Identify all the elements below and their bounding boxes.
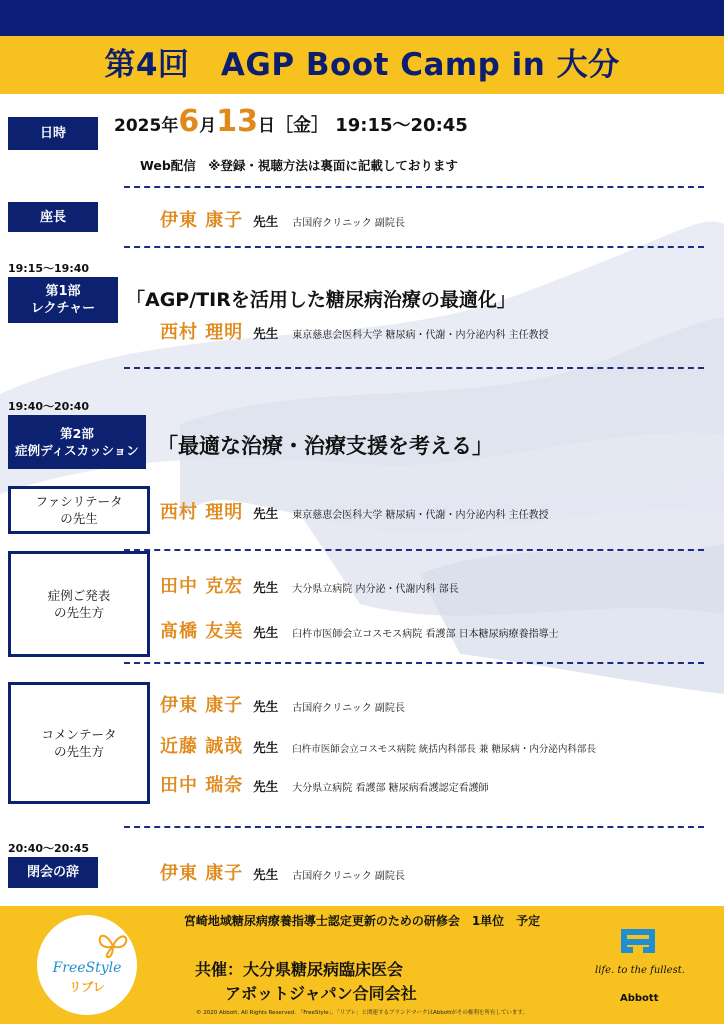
date-month: 6 <box>178 104 200 139</box>
honorific: 先生 <box>253 326 279 341</box>
facilitator-row <box>160 498 549 524</box>
freestyle-logo-sub: リブレ <box>69 980 105 994</box>
divider <box>124 186 704 188</box>
part2-label-line1: 第2部 <box>60 426 94 441</box>
butterfly-icon <box>96 930 130 960</box>
person-name: 近藤 誠哉 <box>160 736 244 757</box>
person-name: 伊東 康子 <box>160 210 244 231</box>
closing-row <box>160 859 405 885</box>
presenters-label-line1: 症例ご発表 <box>47 588 111 603</box>
presenter-row <box>160 572 459 598</box>
facilitator-label-line2: の先生 <box>60 511 98 526</box>
honorific: 先生 <box>253 580 279 595</box>
divider <box>124 549 704 551</box>
honorific: 先生 <box>253 867 279 882</box>
abbott-logo-icon <box>617 925 659 957</box>
credit-note: 宮崎地域糖尿病療養指導士認定更新のための研修会 1単位 予定 <box>183 914 541 928</box>
part1-time: 19:15～19:40 <box>8 262 90 275</box>
part2-time: 19:40～20:40 <box>8 400 90 413</box>
copyright: © 2020 Abbott. All Rights Reserved. 「FreeStyle」、「リブレ」と関連するブランドマークはAbbottがその権利を所有しています。 <box>196 1010 528 1016</box>
chair-label <box>8 202 98 232</box>
commentator-row <box>160 732 596 758</box>
chair-row <box>160 206 405 232</box>
commentator-row <box>160 771 489 797</box>
facilitator-label <box>8 486 150 534</box>
web-note: Web配信 ※登録・視聴方法は裏面に記載しております <box>140 158 458 173</box>
commentator-row <box>160 691 405 717</box>
divider <box>124 662 704 664</box>
commentators-label <box>8 682 150 804</box>
person-name: 西村 理明 <box>160 322 244 343</box>
person-name: 髙橋 友美 <box>160 621 244 642</box>
person-name: 西村 理明 <box>160 502 244 523</box>
date-day-unit: 日 <box>257 116 275 136</box>
part2-label-line2: 症例ディスカッション <box>15 443 139 458</box>
person-name: 伊東 康子 <box>160 863 244 884</box>
divider <box>124 367 704 369</box>
part2-topic: 「最適な治療・治療支援を考える」 <box>157 434 493 458</box>
honorific: 先生 <box>253 740 279 755</box>
affiliation: 古国府クリニック 副院長 <box>292 871 405 882</box>
event-date <box>114 104 468 139</box>
affiliation: 大分県立病院 看護部 糖尿病看護認定看護師 <box>292 783 489 794</box>
abbott-tagline: life. to the fullest. <box>595 965 685 976</box>
chair-label-text: 座長 <box>39 209 66 225</box>
date-day: 13 <box>216 104 258 139</box>
person-name: 田中 克宏 <box>160 576 244 597</box>
honorific: 先生 <box>253 506 279 521</box>
top-navy-band <box>0 0 724 36</box>
affiliation: 東京慈恵会医科大学 糖尿病・代謝・内分泌内科 主任教授 <box>292 510 549 521</box>
affiliation: 大分県立病院 内分泌・代謝内科 部長 <box>292 584 459 595</box>
datetime-label <box>8 117 98 150</box>
honorific: 先生 <box>253 214 279 229</box>
affiliation: 古国府クリニック 副院長 <box>292 703 405 714</box>
honorific: 先生 <box>253 625 279 640</box>
abbott-name: Abbott <box>620 993 659 1004</box>
presenter-row <box>160 617 559 643</box>
affiliation: 臼杵市医師会立コスモス病院 統括内科部長 兼 糖尿病・内分泌内科部長 <box>292 744 596 755</box>
honorific: 先生 <box>253 699 279 714</box>
part2-label <box>8 415 146 469</box>
person-name: 田中 瑞奈 <box>160 775 244 796</box>
honorific: 先生 <box>253 779 279 794</box>
date-month-unit: 月 <box>199 116 217 136</box>
part1-speaker-row <box>160 318 549 344</box>
page-title: 第4回 AGP Boot Camp in 大分 <box>104 47 620 83</box>
datetime-label-text: 日時 <box>39 126 66 141</box>
part1-label <box>8 277 118 323</box>
cohost-line2: アボットジャパン合同会社 <box>225 984 417 1003</box>
presenters-label-line2: の先生方 <box>53 605 104 620</box>
affiliation: 東京慈恵会医科大学 糖尿病・代謝・内分泌内科 主任教授 <box>292 330 549 341</box>
facilitator-label-line1: ファシリテータ <box>35 494 123 509</box>
divider <box>124 826 704 828</box>
affiliation: 古国府クリニック 副院長 <box>292 218 405 229</box>
affiliation: 臼杵市医師会立コスモス病院 看護部 日本糖尿病療養指導士 <box>292 629 559 640</box>
person-name: 伊東 康子 <box>160 695 244 716</box>
commentators-label-line1: コメンテータ <box>41 727 117 742</box>
part1-label-line2: レクチャー <box>30 301 96 316</box>
part1-topic: 「AGP/TIRを活用した糖尿病治療の最適化」 <box>126 289 516 311</box>
freestyle-logo-text: FreeStyle <box>52 960 122 976</box>
divider <box>124 246 704 248</box>
cohost <box>195 958 417 1006</box>
presenters-label <box>8 551 150 657</box>
closing-label-text: 閉会の辞 <box>26 865 79 880</box>
cohost-line1: 共催：大分県糖尿病臨床医会 <box>195 960 404 979</box>
date-year: 2025年 <box>114 116 179 136</box>
closing-label <box>8 857 98 888</box>
part1-label-line1: 第1部 <box>45 284 81 299</box>
date-weekday-time: ［金］ 19:15～20:45 <box>274 115 468 136</box>
closing-time: 20:40～20:45 <box>8 842 90 855</box>
commentators-label-line2: の先生方 <box>53 744 104 759</box>
